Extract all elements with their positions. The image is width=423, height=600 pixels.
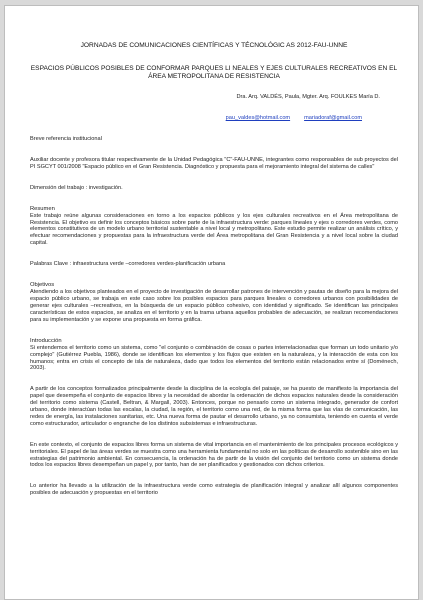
objectives-text: Atendiendo a los objetivos planteados en el proyecto de investigación de desarrollar patrones de intervención y pautas de diseño para la mejora del espacio público urbano, se trabaja en este caso sobre los posibles espacios para parques lineales o corredores urbanos con posibilidades de generar ejes culturales –recreativos, en la búsqueda de un espacio público cohesivo, con identidad y significado. Se identifican las principales características de estos espacios, se analiza en el territorio y en la trama urbana aquellos probables de adecuación, se realizan recomendaciones para su implementación y se expone una propuesta en forma gráfica. — [30, 289, 398, 323]
intro-paragraph-2: A partir de los conceptos formalizados principalmente desde la disciplina de la ecología del paisaje, se ha puesto de manifiesto la importancia del papel que desempeña el conjunto de espacios libres y la necesidad de abordar la ordenación de dichos espacios naturales desde la consideración del territorio como sistema (Castell, Beltran, & Margall, 2003). Entonces, porque no pensarlo como un sistema integrado, generador de confort urbano, donde interactúan todas las escalas, la ciudad, la región, el territorio como una red, de la misma forma que las vías de comunicación, las redes de energía, las instalaciones sanitarias, etc. Una nueva forma de pautar el desarrollo urbano, ya no consumista, teniendo en cuenta el verde como estructurador, articulador o engranche de los distintos subsistemas e infraestructuras. — [30, 386, 398, 427]
institutional-ref: Auxiliar docente y profesora titular respectivamente de la Unidad Pedagógica "C"-FAU-UNNE, integrantes como responsables de sub proyectos del PI SGCYT 001/2008 "Espacio público en el Gran Resistencia. Diagnóstico y propuesta para el mejoramiento integral del sistema de calles" — [30, 156, 398, 170]
page-content — [30, 42, 398, 511]
paper-title: ESPACIOS PÚBLICOS POSIBLES DE CONFORMAR PARQUES LI NEALES Y EJES CULTURALES RECREATIVOS EN EL ÁREA METROPOLITANA DE RESISTENCIA — [30, 65, 398, 81]
conference-title: JORNADAS DE COMUNICACIONES CIENTÍFICAS Y TÉCNOLÓGIC AS 2012-FAU-UNNE — [80, 42, 348, 49]
keywords: Palabras Clave : infraestructura verde –corredores verdes-planificación urbana — [30, 261, 226, 268]
intro-heading: Introducción — [30, 337, 62, 344]
intro-paragraph-3: En este contexto, el conjunto de espacios libres forma un sistema de vital importancia en el mantenimiento de los principales procesos ecológicos y territoriales. El papel de las áreas verdes se muestra como una herramienta fundamental no solo en las políticas de desarrollo sostenible sino en las estrategias del patrimonio ambiental. En consecuencia, la ordenación ha de partir de la visión del conjunto del territorio como un sistema donde todos los espacios libres desempeñan un papel y, por tanto, han de ser planificados y gestionados con dichos criterios. — [30, 441, 398, 469]
institutional-ref-label: Breve referencia institucional — [30, 135, 102, 142]
author-emails — [30, 115, 398, 122]
objectives-heading: Objetivos — [30, 282, 55, 289]
document-page — [4, 5, 419, 600]
authors: Dra. Arq. VALDÉS, Paula, Mgter. Arq. FOULKES María D. — [236, 93, 380, 100]
summary-heading: Resumen — [30, 205, 55, 212]
intro-paragraph-4: Lo anterior ha llevado a la utilización de la infraestructura verde como estrategia de planificación integral y analizar allí algunos componentes posibles de adecuación y propuestas en el territorio — [30, 483, 398, 497]
work-dimension: Dimensión del trabajo : investigación. — [30, 184, 123, 191]
email-link-valdes[interactable]: pau_valdes@hotmail.com — [225, 114, 291, 121]
summary-text: Este trabajo reúne algunas consideraciones en torno a los espacios públicos y los ejes culturales recreativos en el Área metropolitana de Resistencia. El objetivo es definir los conceptos básicos sobre parte de la infraestructura verde: parques lineales y ejes o corredores verdes, como elementos constitutivos de un modelo urbano territorial sustentable a nivel local y metropolitano. Este estudio permite realizar un análisis crítico, y efectuar recomendaciones y propuestas para la infraestructura verde del Área metropolitana del Gran Resistencia y a nivel local sobre la ciudad capital. — [30, 212, 398, 247]
email-link-foulkes[interactable]: mariadoraf@gmail.com — [304, 114, 362, 121]
intro-paragraph-1: Si entendemos el territorio como un sistema, como "el conjunto o combinación de cosas o partes interrelacionadas que forman un todo unitario y/o complejo" (Gutiérrez Puebla, 1986), donde se identifican los elementos y los flujos que existen en la naturaleza, y la interacción de esta con los humanos; entra en crisis el concepto de isla de naturaleza, dado que todos los elementos del territorio están relacionados entre sí (Doménech, 2003). — [30, 344, 398, 372]
